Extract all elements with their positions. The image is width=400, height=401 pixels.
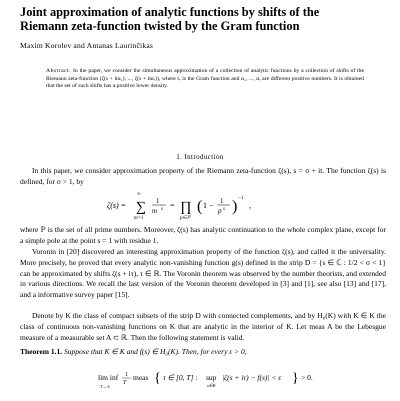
- zeta-formula-graphic: [0, 190, 400, 220]
- liminf-formula-graphic: [0, 370, 400, 396]
- section-heading: 1. Introduction: [176, 153, 224, 161]
- svg-text:τ ∈ [0, T] :: τ ∈ [0, T] :: [163, 373, 198, 382]
- liminf-formula: [0, 370, 400, 396]
- svg-text:1: 1: [125, 372, 128, 378]
- svg-text:{: {: [154, 371, 161, 386]
- svg-text:ζ(s) =: ζ(s) =: [107, 201, 127, 210]
- svg-text:s∈K: s∈K: [207, 383, 216, 388]
- svg-text:∑: ∑: [136, 200, 146, 215]
- svg-text:): ): [232, 198, 238, 215]
- svg-text:lim inf: lim inf: [98, 373, 119, 382]
- svg-text:s: s: [161, 207, 163, 212]
- svg-text:> 0.: > 0.: [301, 373, 313, 382]
- author-list: Maxim Korolev and Antanas Laurinčikas: [20, 41, 154, 50]
- title-line-1: Joint approximation of analytic functions by shifts of the: [20, 5, 320, 19]
- paper-title: [20, 5, 390, 33]
- svg-text:}: }: [292, 371, 299, 386]
- svg-text:meas: meas: [133, 373, 149, 382]
- svg-text:|ζ(s + iτ) − f(s)| < ε: |ζ(s + iτ) − f(s)| < ε: [222, 373, 282, 382]
- svg-text:m: m: [152, 207, 158, 215]
- svg-text:p∈ℙ: p∈ℙ: [180, 216, 191, 220]
- svg-text:,: ,: [249, 201, 251, 210]
- svg-text:1 −: 1 −: [203, 201, 214, 210]
- svg-text:m=1: m=1: [134, 216, 144, 220]
- svg-text:−1: −1: [238, 196, 244, 201]
- svg-text:1: 1: [156, 197, 160, 205]
- svg-text:∏: ∏: [180, 200, 192, 215]
- abstract-label: Abstract.: [46, 68, 72, 74]
- intro-paragraph-3: Voronin in [20] discovered an interesting approximation property of the function ζ(s), and called it the universality. More precisely, he proved that every analytic non-vanishing function g(s) defined in the strip D = {s ∈ ℂ : 1/2 < σ < 1} can be approximated by shifts ζ(s + iτ), τ ∈ ℝ. The Voronin theorem was observed by the number theorists, and extended in various directions. We recall the last version of the Voronin theorem developed in [3] and [1], see also [13] and [17], and a informative survey paper [15].: [20, 247, 386, 300]
- svg-text:(: (: [197, 198, 203, 215]
- intro-paragraph-2: where ℙ is the set of all prime numbers. Moreover, ζ(s) has analytic continuation to the whole complex plane, except for a simple pole at the point s = 1 with residue 1.: [20, 225, 386, 245]
- title-line-2: Riemann zeta-function twisted by the Gram function: [20, 19, 300, 33]
- svg-text:p: p: [218, 207, 222, 215]
- svg-text:=: =: [170, 201, 175, 210]
- svg-text:T: T: [123, 380, 127, 386]
- svg-text:sup: sup: [206, 373, 217, 382]
- svg-text:∞: ∞: [137, 192, 141, 197]
- intro-paragraph-1: In this paper, we consider approximation property of the Riemann zeta-function ζ(s), s = σ + it. The function ζ(s) is defined, for σ > 1, by: [20, 166, 386, 186]
- theorem-text: Suppose that K ∈ K and f(s) ∈ H₀(K). Then, for every ε > 0,: [64, 347, 247, 356]
- svg-text:T→∞: T→∞: [100, 384, 111, 389]
- zeta-formula: [0, 190, 400, 220]
- intro-paragraph-4: Denote by K the class of compact subsets of the strip D with connected complements, and by H₀(K) with K ∈ K the class of continuous non-vanishing functions on K that are analytic in the interior of K. Let meas A be the Lebesgue measure of a measurable set A ⊂ ℝ. Then the following statement is valid.: [20, 311, 386, 342]
- theorem-statement: [20, 347, 386, 358]
- svg-text:s: s: [223, 207, 225, 212]
- theorem-label: Theorem 1.1.: [20, 347, 63, 356]
- svg-text:1: 1: [220, 197, 224, 205]
- abstract: [46, 68, 364, 91]
- abstract-text: In the paper, we consider the simultaneous approximation of a collection of analytic functions by a collection of shifts of the Riemann zeta-function (ζ(s + itα₁), ..., ζ(s + itαᵣ)), where tᵥ is the Gram function and α₁, ..., αᵣ are different positive numbers. It is obtained that the set of such shifts has a positive lower density.: [46, 68, 364, 90]
